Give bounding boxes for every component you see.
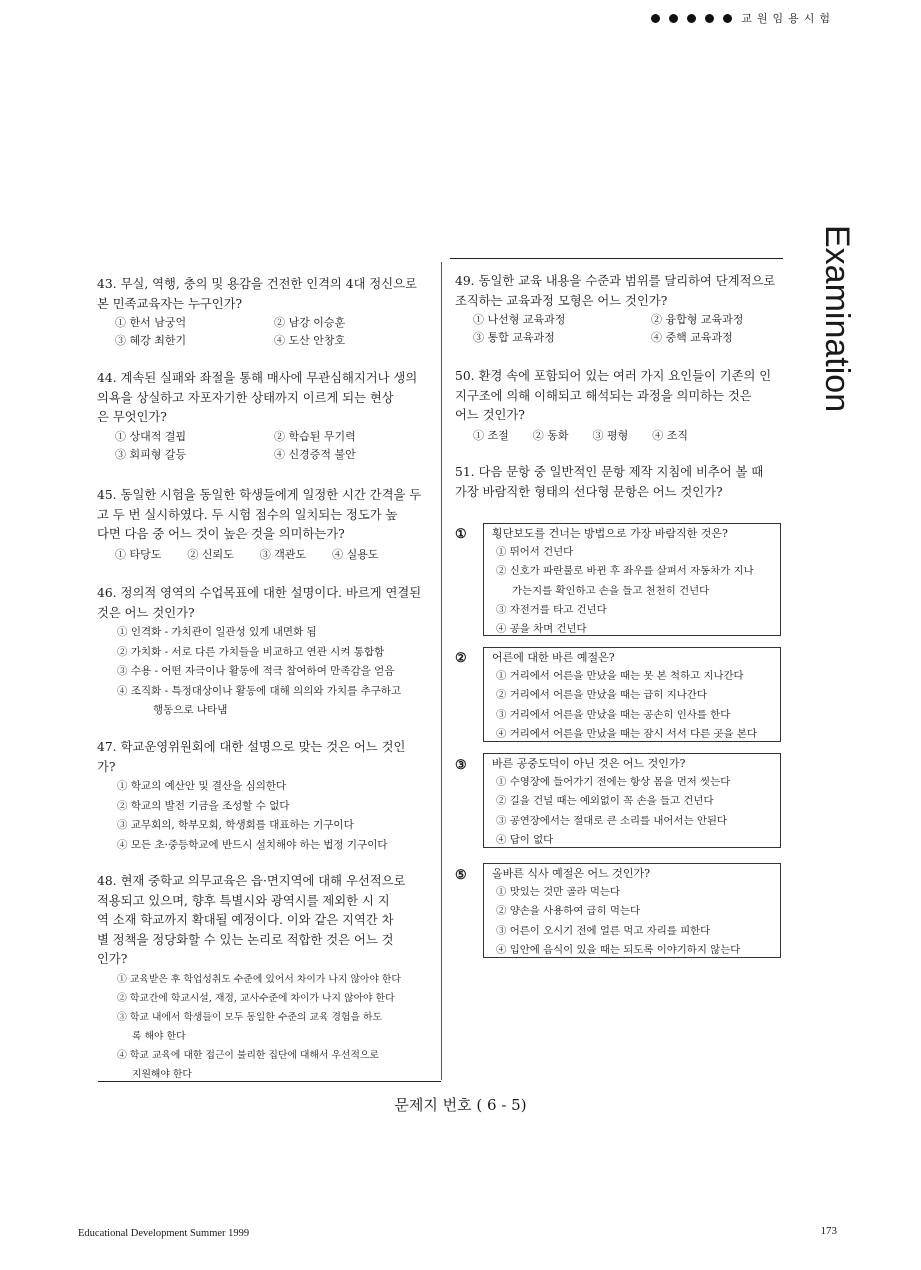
choice-option: ② 거리에서 어른을 만났을 때는 급히 지나간다 bbox=[496, 689, 707, 702]
bullet-dot-icon bbox=[651, 14, 660, 23]
option[interactable]: ② 동화 bbox=[532, 428, 569, 442]
question-stem bbox=[97, 584, 433, 604]
question-number: 51. bbox=[455, 465, 475, 479]
option[interactable]: ③ 평형 bbox=[592, 428, 629, 442]
stem-line: 인가? bbox=[97, 952, 128, 966]
option[interactable]: ③ 교무회의, 학부모회, 학생회를 대표하는 기구이다 bbox=[117, 819, 354, 831]
bullet-dot-icon bbox=[705, 14, 714, 23]
question-stem bbox=[455, 463, 787, 483]
choice-title: 횡단보도를 건너는 방법으로 가장 바람직한 것은? bbox=[492, 527, 728, 540]
question-44 bbox=[97, 369, 433, 464]
choice-title: 올바른 식사 예절은 어느 것인가? bbox=[492, 867, 651, 880]
question-stem bbox=[97, 275, 433, 295]
stem-line: 적용되고 있으며, 향후 특별시와 광역시를 제외한 시 지 bbox=[97, 893, 390, 908]
choice-marker[interactable]: ② bbox=[455, 651, 467, 666]
option[interactable]: ① 나선형 교육과정 bbox=[473, 313, 566, 326]
question-number: 44. bbox=[97, 371, 117, 385]
question-45 bbox=[97, 486, 433, 565]
choice-marker[interactable]: ① bbox=[455, 527, 467, 542]
option[interactable]: ③ 통합 교육과정 bbox=[473, 331, 555, 344]
stem-line: 정의적 영역의 수업목표에 대한 설명이다. 바르게 연결된 bbox=[120, 586, 422, 600]
option[interactable]: ③ 학교 내에서 학생들이 모두 동일한 수준의 교육 경험을 하도 bbox=[117, 1011, 382, 1023]
stem-line: 다면 다음 중 어느 것이 높은 것을 의미하는가? bbox=[97, 527, 345, 541]
choice-box-1[interactable] bbox=[483, 523, 781, 636]
option[interactable]: ③ 수용 - 어떤 자극이나 활동에 적극 참여하여 만족감을 얻음 bbox=[117, 665, 395, 677]
bullet-dot-icon bbox=[723, 14, 732, 23]
option-continuation: 행동으로 나타냄 bbox=[153, 704, 228, 716]
choice-option: ③ 자전거를 타고 건넌다 bbox=[496, 603, 607, 616]
question-stem bbox=[97, 738, 433, 758]
option-list bbox=[97, 623, 433, 721]
stem-line: 지구조에 의해 이해되고 해석되는 과정을 의미하는 것은 bbox=[455, 388, 752, 403]
choice-option: ③ 공연장에서는 절대로 큰 소리를 내어서는 안된다 bbox=[496, 814, 727, 827]
stem-line: 무실, 역행, 충의 및 용감을 건전한 인격의 4대 정신으로 bbox=[120, 277, 417, 291]
option[interactable]: ④ 도산 안창호 bbox=[274, 334, 346, 347]
choice-option: ④ 거리에서 어른을 만났을 때는 잠시 서서 다른 곳을 본다 bbox=[496, 727, 757, 740]
option[interactable]: ① 교육받은 후 학업성취도 수준에 있어서 차이가 나지 않아야 한다 bbox=[117, 973, 401, 985]
stem-line: 본 민족교육자는 누구인가? bbox=[97, 296, 243, 311]
page-header bbox=[651, 10, 835, 26]
stem-line: 계속된 실패와 좌절을 통해 매사에 무관심해지거나 생의 bbox=[120, 371, 418, 385]
choice-option: ④ 답이 없다 bbox=[496, 833, 554, 846]
choice-option: ① 거리에서 어른을 만났을 때는 못 본 척하고 지나간다 bbox=[496, 670, 744, 683]
question-stem bbox=[97, 369, 433, 389]
option[interactable]: ④ 실용도 bbox=[332, 547, 379, 561]
choice-option: ③ 거리에서 어른을 만났을 때는 공손히 인사를 한다 bbox=[496, 708, 731, 721]
question-stem bbox=[455, 367, 787, 387]
column-divider bbox=[441, 262, 442, 1080]
question-number: 45. bbox=[97, 488, 117, 502]
option[interactable]: ③ 회피형 갈등 bbox=[115, 447, 187, 461]
stem-line: 고 두 번 실시하였다. 두 시험 점수의 일치되는 정도가 높 bbox=[97, 507, 398, 522]
top-rule bbox=[450, 258, 783, 259]
stem-line: 조직하는 교육과정 모형은 어느 것인가? bbox=[455, 293, 668, 308]
option-continuation: 지원해야 한다 bbox=[132, 1068, 192, 1080]
choice-option: ① 수영장에 들어가기 전에는 항상 몸을 먼저 씻는다 bbox=[496, 776, 731, 789]
option-list bbox=[97, 314, 433, 350]
stem-line: 동일한 시험을 동일한 학생들에게 일정한 시간 간격을 두 bbox=[120, 488, 422, 502]
option[interactable]: ② 신뢰도 bbox=[187, 547, 234, 561]
option[interactable]: ④ 조직화 - 특정대상이나 활동에 대해 의의와 가치를 추구하고 bbox=[117, 684, 402, 697]
question-number: 47. bbox=[97, 740, 117, 754]
question-number: 43. bbox=[97, 277, 117, 291]
stem-line: 역 소재 학교까지 확대될 예정이다. 이와 같은 지역간 차 bbox=[97, 913, 394, 927]
option[interactable]: ④ 조직 bbox=[652, 428, 688, 442]
option[interactable]: ④ 중핵 교육과정 bbox=[651, 331, 733, 344]
question-47 bbox=[97, 738, 433, 855]
exam-sheet-number: 문제지 번호 ( 6 - 5) bbox=[394, 1096, 527, 1114]
option[interactable]: ① 학교의 예산안 및 결산을 심의한다 bbox=[117, 780, 287, 792]
option[interactable]: ① 타당도 bbox=[115, 547, 162, 561]
option[interactable]: ① 상대적 결핍 bbox=[115, 429, 187, 443]
question-50 bbox=[455, 367, 787, 446]
choice-option: ② 신호가 파란불로 바뀐 후 좌우를 살펴서 자동차가 지나 bbox=[496, 565, 754, 578]
stem-line: 가장 바람직한 형태의 선다형 문항은 어느 것인가? bbox=[455, 484, 723, 499]
stem-line: 것은 어느 것인가? bbox=[97, 605, 195, 620]
option-list bbox=[97, 777, 433, 855]
option[interactable]: ② 학교간에 학교시설, 재정, 교사수준에 차이가 나지 않아야 한다 bbox=[117, 992, 395, 1004]
stem-line: 은 무엇인가? bbox=[97, 410, 167, 424]
stem-line: 현재 중학교 의무교육은 읍·면지역에 대해 우선적으로 bbox=[120, 874, 406, 888]
choice-box-3[interactable] bbox=[483, 753, 781, 848]
stem-line: 의욕을 상실하고 자포자기한 상태까지 이르게 되는 현상 bbox=[97, 390, 394, 405]
choice-option: ① 맛있는 것만 골라 먹는다 bbox=[496, 886, 620, 899]
question-46 bbox=[97, 584, 433, 721]
header-label: 교원임용시험 bbox=[741, 12, 835, 25]
question-43 bbox=[97, 275, 433, 350]
choice-box-2[interactable] bbox=[483, 647, 781, 742]
side-title: Examination bbox=[818, 225, 856, 413]
stem-line: 다음 문항 중 일반적인 문항 제작 지침에 비추어 볼 때 bbox=[478, 465, 764, 479]
option[interactable]: ① 한서 남궁억 bbox=[115, 316, 187, 329]
choice-option: ④ 공을 차며 건넌다 bbox=[496, 623, 587, 636]
stem-line: 별 정책을 정당화할 수 있는 논리로 적합한 것은 어느 것 bbox=[97, 932, 394, 947]
choice-option: ① 뛰어서 건넌다 bbox=[496, 546, 574, 559]
choice-title: 어른에 대한 바른 예절은? bbox=[492, 651, 615, 664]
choice-option-continuation: 가는지를 확인하고 손을 들고 천천히 건넌다 bbox=[512, 584, 710, 597]
question-number: 50. bbox=[455, 369, 475, 383]
question-number: 48. bbox=[97, 874, 117, 888]
option[interactable]: ③ 객관도 bbox=[259, 547, 307, 561]
source-citation: Educational Development Summer 1999 bbox=[78, 1228, 250, 1239]
stem-line: 가? bbox=[97, 759, 116, 774]
option[interactable]: ③ 혜강 최한기 bbox=[115, 334, 187, 347]
choice-option: ② 길을 건널 때는 예외없이 꼭 손을 들고 건넌다 bbox=[496, 795, 714, 808]
option-list bbox=[97, 428, 433, 464]
option[interactable]: ② 학습된 무기력 bbox=[274, 429, 356, 443]
option[interactable]: ② 가치화 - 서로 다른 가치들을 비교하고 연관 시켜 통합함 bbox=[117, 645, 385, 658]
choice-box-5[interactable] bbox=[483, 863, 781, 958]
choice-option: ④ 입안에 음식이 있을 때는 되도록 이야기하지 않는다 bbox=[496, 943, 741, 956]
question-49 bbox=[455, 272, 787, 347]
bullet-dot-icon bbox=[687, 14, 696, 23]
question-stem bbox=[455, 272, 787, 292]
bullet-dot-icon bbox=[669, 14, 678, 23]
page-number: 173 bbox=[820, 1225, 837, 1237]
option[interactable]: ② 남강 이승훈 bbox=[274, 316, 346, 329]
option[interactable]: ④ 학교 교육에 대한 접근이 불리한 집단에 대해서 우선적으로 bbox=[117, 1049, 379, 1061]
option[interactable]: ② 학교의 발전 기금을 조성할 수 없다 bbox=[117, 799, 290, 812]
option[interactable]: ① 조절 bbox=[473, 428, 509, 442]
choice-option: ③ 어른이 오시기 전에 얼른 먹고 자리를 피한다 bbox=[496, 924, 711, 937]
stem-line: 학교운영위원회에 대한 설명으로 맞는 것은 어느 것인 bbox=[120, 740, 406, 754]
question-48 bbox=[97, 872, 433, 1084]
choice-title: 바른 공중도덕이 아닌 것은 어느 것인가? bbox=[492, 757, 686, 770]
choice-marker[interactable]: ⑤ bbox=[455, 868, 467, 883]
question-stem bbox=[97, 486, 433, 506]
option[interactable]: ② 융합형 교육과정 bbox=[651, 313, 744, 326]
choice-marker[interactable]: ③ bbox=[455, 758, 467, 773]
option[interactable]: ① 인격화 - 가치관이 일관성 있게 내면화 됨 bbox=[117, 626, 317, 638]
option-list bbox=[97, 545, 433, 565]
choice-option: ② 양손을 사용하여 급히 먹는다 bbox=[496, 905, 641, 918]
stem-line: 동일한 교육 내용을 수준과 범위를 달리하여 단계적으로 bbox=[478, 274, 776, 288]
option-list bbox=[455, 311, 787, 347]
question-number: 49. bbox=[455, 274, 475, 288]
question-number: 46. bbox=[97, 586, 117, 600]
stem-line: 어느 것인가? bbox=[455, 408, 525, 422]
option[interactable]: ④ 신경증적 불안 bbox=[274, 447, 356, 461]
option[interactable]: ④ 모든 초·중등학교에 반드시 설치해야 하는 법정 기구이다 bbox=[117, 838, 388, 851]
stem-line: 환경 속에 포함되어 있는 여러 가지 요인들이 기존의 인 bbox=[478, 369, 772, 383]
option-continuation: 록 해야 한다 bbox=[132, 1030, 186, 1042]
question-stem bbox=[97, 872, 433, 892]
option-list bbox=[97, 970, 433, 1084]
question-51 bbox=[455, 463, 787, 502]
option-list bbox=[455, 426, 787, 446]
